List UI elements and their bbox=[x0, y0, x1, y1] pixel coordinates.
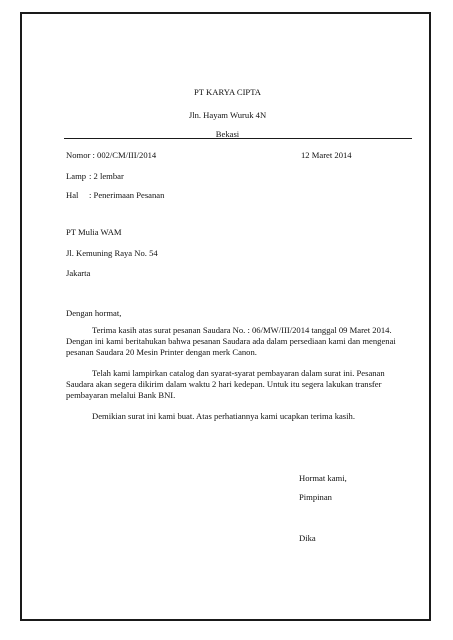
company-city: Bekasi bbox=[215, 129, 240, 139]
company-address: Jln. Hayam Wuruk 4N bbox=[188, 110, 267, 120]
recipient-city: Jakarta bbox=[66, 268, 91, 278]
recipient-street: Jl. Kemuning Raya No. 54 bbox=[66, 248, 158, 258]
body-paragraph-2 bbox=[66, 368, 412, 402]
company-name: PT KARYA CIPTA bbox=[194, 87, 261, 97]
letterhead-divider bbox=[64, 138, 412, 139]
subject-value: : Penerimaan Pesanan bbox=[89, 190, 165, 200]
letter-date: 12 Maret 2014 bbox=[301, 150, 352, 160]
salutation: Dengan hormat, bbox=[66, 308, 122, 318]
subject-label: Hal bbox=[66, 190, 79, 200]
body-paragraph-3-text: Demikian surat ini kami buat. Atas perhatiannya kami ucapkan terima kasih. bbox=[92, 411, 355, 421]
attachment-label: Lamp bbox=[66, 171, 87, 181]
signer-name: Dika bbox=[299, 533, 316, 543]
letter-page bbox=[20, 12, 431, 621]
body-paragraph-2-text: Telah kami lampirkan catalog dan syarat-syarat pembayaran dalam surat ini. Pesanan Saudara akan segera dikirim dalam waktu 2 hari kedepan. Untuk itu segera lakukan transfer pembayaran melalui Bank BNI. bbox=[66, 368, 385, 401]
letter-number: Nomor : 002/CM/III/2014 bbox=[66, 150, 157, 160]
body-paragraph-1-text: Terima kasih atas surat pesanan Saudara No. : 06/MW/III/2014 tanggal 09 Maret 2014. Dengan ini kami beritahukan bahwa pesanan Saudara ada dalam persediaan kami dan mengenai pesanan Saudara 20 Mesin Printer dengan merk Canon. bbox=[66, 325, 396, 358]
body-paragraph-3 bbox=[66, 411, 412, 422]
recipient-name: PT Mulia WAM bbox=[66, 227, 122, 237]
closing-position: Pimpinan bbox=[299, 492, 332, 502]
body-paragraph-1 bbox=[66, 325, 412, 359]
closing-regards: Hormat kami, bbox=[299, 473, 347, 483]
attachment-value: : 2 lembar bbox=[89, 171, 124, 181]
